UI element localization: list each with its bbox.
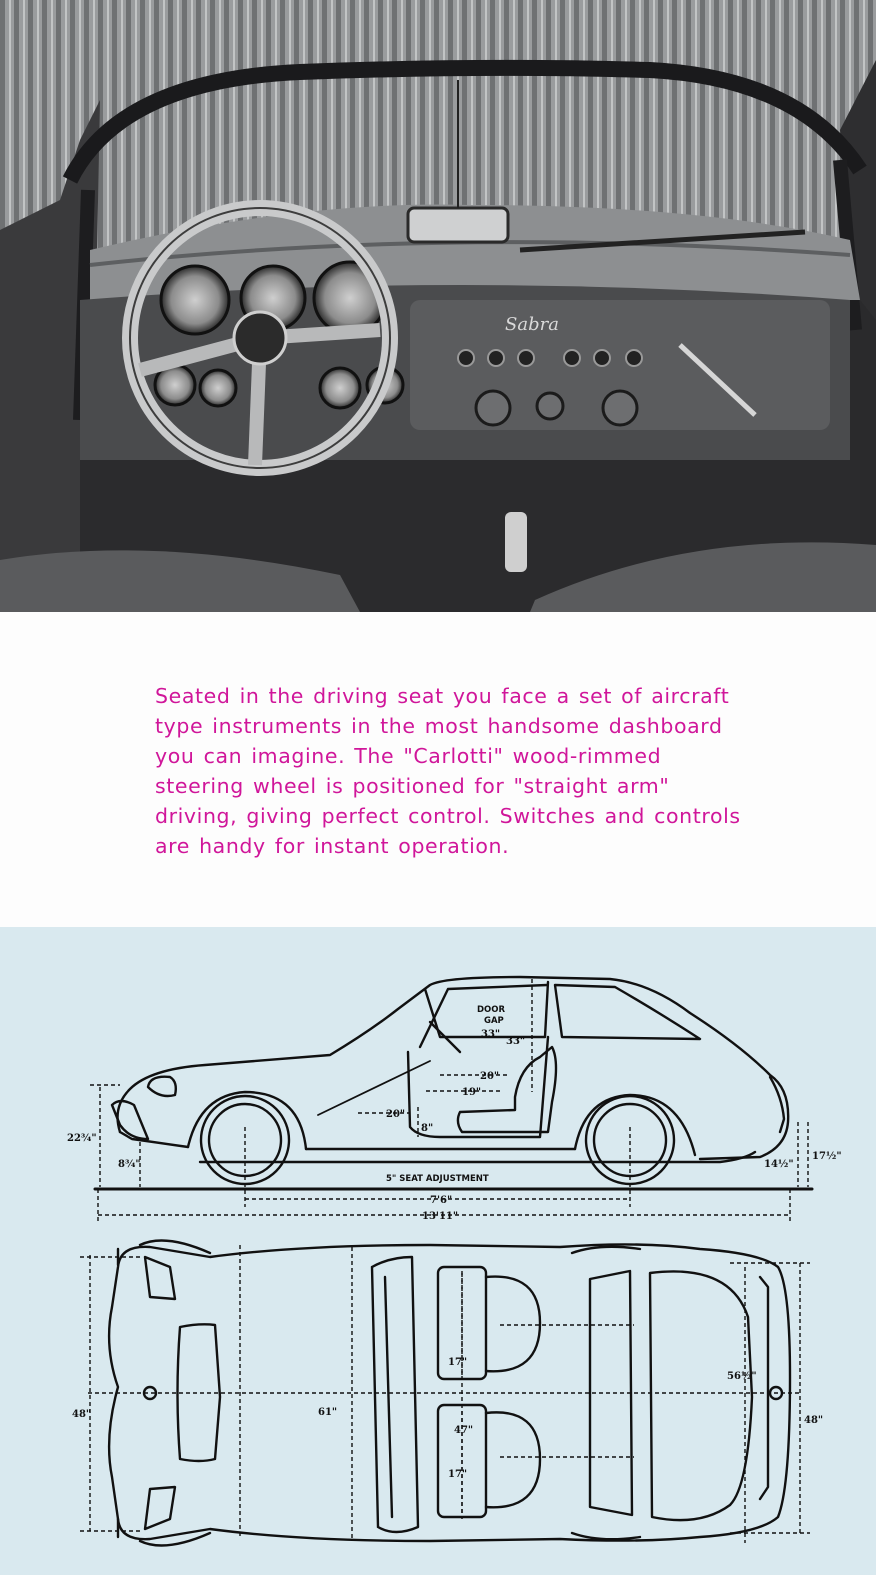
body-width-dimension: 61" [318,1407,338,1418]
caption-line: steering wheel is positioned for "straight arm" [155,774,670,798]
overall-length-dimension: 13'11" [422,1211,459,1222]
rear-compartment-dimension: 56½" [727,1371,757,1382]
overall-height-dimension: 22¾" [67,1133,97,1144]
dimension-drawings [0,927,876,1575]
sabra-badge: Sabra [505,314,559,335]
rear-height-dimension: 17½" [812,1151,842,1162]
door-gap-label: GAP [484,1016,504,1026]
top-view-drawing [109,1241,790,1546]
cockpit-width-dimension: 47" [454,1425,474,1436]
seat-adjustment-label: 5" SEAT ADJUSTMENT [386,1174,489,1184]
side-view-drawing [112,977,788,1184]
door-gap-label: DOOR [477,1005,506,1015]
blueprint-svg [0,927,876,1575]
caption-line: type instruments in the most handsome dashboard [155,714,723,738]
caption-line: are handy for instant operation. [155,834,510,858]
seat-to-pedal-dimension: 20" [480,1071,500,1082]
front-track-dimension: 48" [72,1409,92,1420]
rear-track-dimension: 48" [804,1415,824,1426]
dashboard-photo-illustration [0,0,876,612]
seat-width-dimension: 17" [448,1469,468,1480]
dashboard-photo [0,0,876,612]
headroom-dimension: 33" [506,1036,526,1047]
caption-text [155,681,795,861]
door-gap-value: 33" [481,1029,501,1040]
caption-section [0,612,876,927]
rear-height-dimension: 14½" [764,1159,794,1170]
seat-depth-dimension: 19" [462,1087,482,1098]
seat-height-dimension: 8" [421,1123,434,1134]
caption-line: you can imagine. The "Carlotti" wood-rimmed [155,744,662,768]
caption-line: Seated in the driving seat you face a set of aircraft [155,684,730,708]
wheelbase-dimension: 7'6" [430,1195,453,1206]
seat-width-dimension: 17" [448,1357,468,1368]
pedal-distance-dimension: 20" [386,1109,406,1120]
front-clearance-dimension: 8¾" [118,1159,141,1170]
caption-line: driving, giving perfect control. Switches and controls [155,804,741,828]
